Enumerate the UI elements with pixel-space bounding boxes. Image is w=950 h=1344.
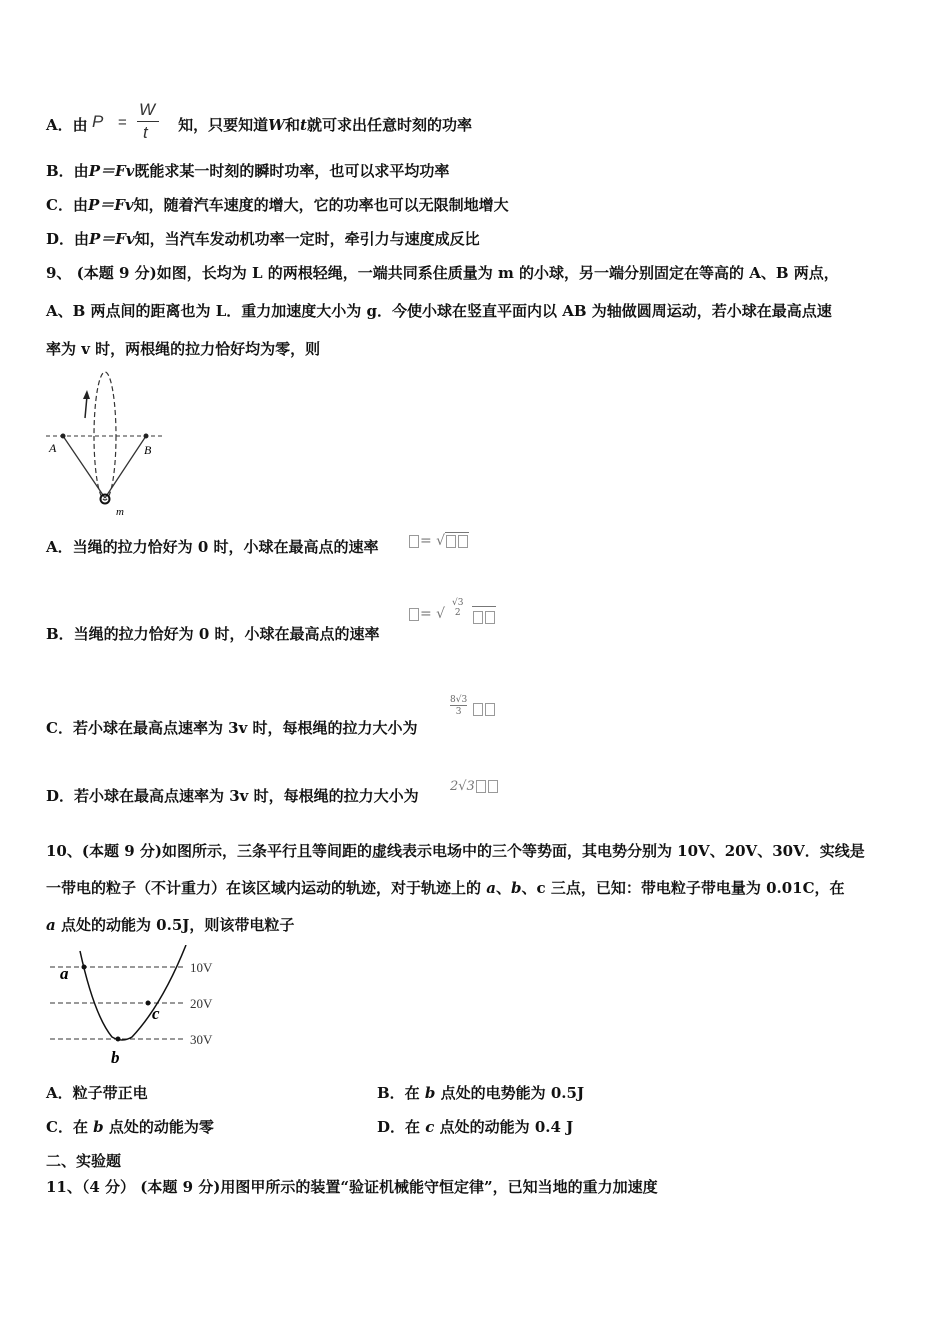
- q8-option-b: B．由P＝Fv既能求某一时刻的瞬时功率，也可以求平均功率: [46, 162, 450, 180]
- fraction-bar: [137, 121, 159, 122]
- q8-option-d: D．由P＝Fv知，当汽车发动机功率一定时，牵引力与速度成反比: [46, 230, 480, 248]
- q9-figure: [44, 368, 168, 518]
- label-a: A: [49, 441, 57, 455]
- q9-stem-line3: 率为 v 时，两根绳的拉力恰好均为零，则: [46, 340, 321, 358]
- q10-stem-line3: a 点处的动能为 0.5J，则该带电粒子: [46, 916, 295, 934]
- label-b: b: [111, 1048, 120, 1067]
- q9-option-c: C．若小球在最高点速率为 3v 时，每根绳的拉力大小为: [46, 719, 418, 737]
- rope-b: [105, 436, 146, 498]
- point-a: [82, 965, 87, 970]
- q9-option-d: D．若小球在最高点速率为 3v 时，每根绳的拉力大小为: [46, 787, 419, 805]
- q10-stem-line1: 10、(本题 9 分)如图所示，三条平行且等间距的虚线表示电场中的三个等势面，其电势分别为 10V、20V、30V．实线是: [46, 842, 865, 860]
- q10-stem-line2: 一带电的粒子（不计重力）在该区域内运动的轨迹，对于轨迹上的 a、b、c 三点，已知：带电粒子带电量为 0.01C，在: [46, 879, 845, 897]
- label-b: B: [144, 443, 152, 457]
- q8-formula-eq: =: [118, 114, 127, 131]
- ball: [101, 495, 110, 504]
- label-c: c: [152, 1004, 160, 1023]
- q9-option-c-fraction: 8√3 3: [450, 695, 468, 717]
- trajectory: [80, 945, 186, 1040]
- q9-stem-line1: 9、 (本题 9 分)如图，长均为 L 的两根轻绳，一端共同系住质量为 m 的小球，另一端分别固定在等高的 A、B 两点，: [46, 264, 839, 282]
- point-b: [144, 434, 149, 439]
- label-10v: 10V: [190, 960, 213, 975]
- label-20v: 20V: [190, 996, 213, 1011]
- q9-option-b-fraction: √3 2: [452, 598, 464, 618]
- q9-option-d-formula: 2√3: [450, 779, 499, 794]
- arrow-shaft: [85, 396, 87, 418]
- q9-stem-line2: A、B 两点间的距离也为 L．重力加速度大小为 g．今使小球在竖直平面内以 AB 为轴做圆周运动，若小球在最高点速: [46, 302, 832, 320]
- label-30v: 30V: [190, 1032, 213, 1047]
- q8-option-a: A．由 知，只要知道W和t就可求出任意时刻的功率: [46, 116, 472, 134]
- label-a: a: [60, 964, 69, 983]
- q9-option-b: B．当绳的拉力恰好为 0 时，小球在最高点的速率: [46, 625, 380, 643]
- q10-option-b: B．在 b 点处的电势能为 0.5J: [377, 1084, 585, 1102]
- q10-option-c: C．在 b 点处的动能为零: [46, 1118, 214, 1136]
- point-b: [116, 1037, 121, 1042]
- q10-figure: [44, 945, 234, 1070]
- q9-option-a: A．当绳的拉力恰好为 0 时，小球在最高点的速率: [46, 538, 379, 556]
- q8-option-c: C．由P＝Fv知，随着汽车速度的增大，它的功率也可以无限制地增大: [46, 196, 509, 214]
- q9-option-a-formula: = √: [408, 533, 469, 549]
- q10-option-d: D．在 c 点处的动能为 0.4 J: [377, 1118, 574, 1136]
- section-title: 二、实验题: [46, 1152, 122, 1170]
- point-a: [61, 434, 66, 439]
- arrow-head: [83, 390, 90, 399]
- rope-a: [63, 436, 105, 498]
- q8-formula-w: W: [139, 100, 156, 119]
- q9-option-b-formula: = √: [408, 606, 445, 622]
- q8-formula-t: t: [143, 123, 148, 142]
- label-m: m: [116, 506, 124, 518]
- point-c: [146, 1001, 151, 1006]
- q11-stem: 11、（4 分） (本题 9 分)用图甲所示的装置“验证机械能守恒定律”，已知当地的重力加速度: [46, 1178, 658, 1196]
- q8-formula-p: P: [92, 112, 104, 131]
- q10-option-a: A．粒子带正电: [46, 1084, 148, 1102]
- q9-option-b-radicand: [472, 606, 496, 626]
- q9-option-c-units: [472, 699, 496, 718]
